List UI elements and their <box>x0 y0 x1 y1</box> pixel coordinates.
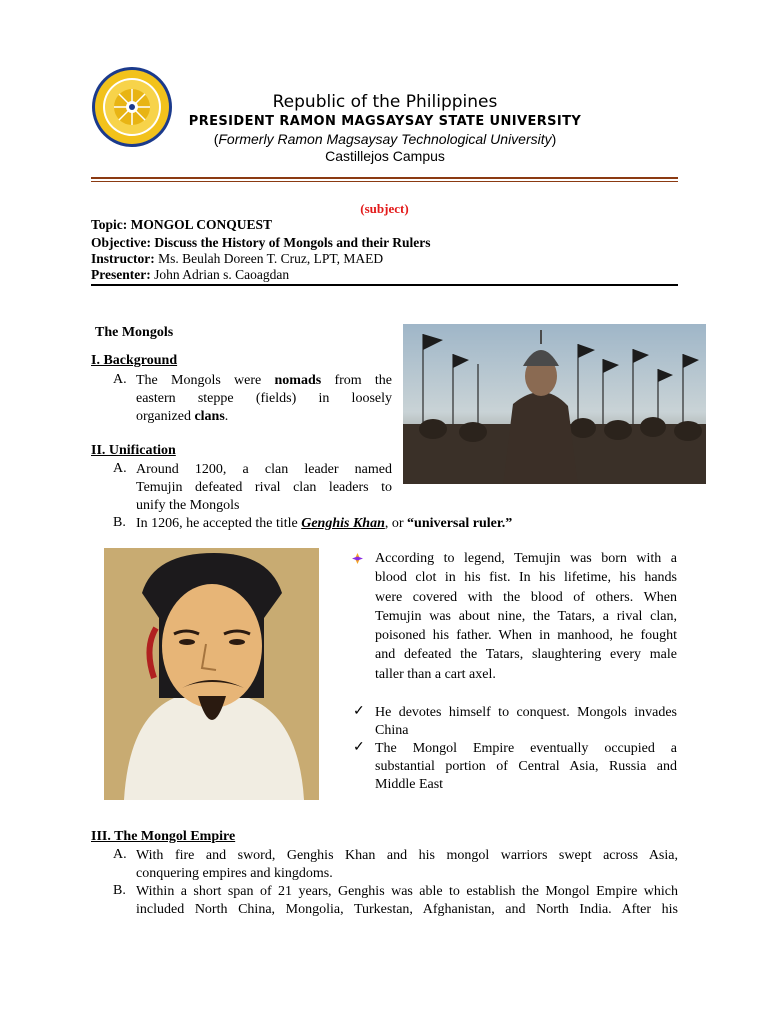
check-line: substantial portion of Central Asia, Russia and <box>375 759 677 774</box>
meta-divider <box>91 284 678 286</box>
section-title: The Mongols <box>95 325 174 340</box>
meta-topic: Topic: MONGOL CONQUEST <box>91 217 273 232</box>
check-icon: ✓ <box>353 740 365 755</box>
check-icon: ✓ <box>353 704 365 719</box>
list-marker: A. <box>113 372 127 387</box>
section-unification-heading: II. Unification <box>91 443 176 458</box>
legend-line: poisoned his father. When in manhood, he fought <box>375 628 677 644</box>
background-line: eastern steppe (fields) in loosely <box>136 391 392 406</box>
header-divider <box>91 177 678 179</box>
header-divider-thin <box>91 181 678 182</box>
empire-line: Within a short span of 21 years, Genghis was able to establish the Mongol Empire which <box>136 884 678 899</box>
check-line: China <box>375 723 409 738</box>
list-marker: A. <box>113 847 127 862</box>
check-line: Middle East <box>375 777 444 792</box>
header-campus: Castillejos Campus <box>325 148 445 164</box>
subject-label: (subject) <box>360 201 409 216</box>
legend-paragraph <box>375 550 677 685</box>
legend-line: and defeated the Tatars, slaughtering every male <box>375 647 677 663</box>
empire-line: With fire and sword, Genghis Khan and his mongol warriors swept across Asia, <box>136 848 678 863</box>
university-seal <box>91 66 173 148</box>
unification-title-line: In 1206, he accepted the title Genghis Khan, or “universal ruler.” <box>136 516 513 531</box>
check-line: He devotes himself to conquest. Mongols invades <box>375 705 677 720</box>
background-line: The Mongols were nomads from the <box>136 373 392 388</box>
meta-objective: Objective: Discuss the History of Mongols and their Rulers <box>91 235 431 250</box>
legend-line: blood clot in his fist. In his lifetime, his hands <box>375 570 677 586</box>
background-line: organized clans. <box>136 409 229 424</box>
header-former-name: (Formerly Ramon Magsaysay Technological University) <box>213 131 557 147</box>
legend-line: Temujin was about nine, the Tatars, a rival clan, <box>375 608 677 624</box>
legend-line: were covered with the blood of others. When <box>375 589 677 605</box>
meta-presenter: Presenter: John Adrian s. Caoagdan <box>91 267 290 282</box>
list-marker: B. <box>113 515 126 530</box>
genghis-khan-portrait <box>104 548 319 800</box>
list-marker: B. <box>113 883 126 898</box>
section-background-heading: I. Background <box>91 353 178 368</box>
empire-line: conquering empires and kingdoms. <box>136 866 333 881</box>
unification-line: Temujin defeated rival clan leaders to <box>136 480 392 495</box>
meta-instructor: Instructor: Ms. Beulah Doreen T. Cruz, LPT, MAED <box>91 251 384 266</box>
header-university: PRESIDENT RAMON MAGSAYSAY STATE UNIVERSITY <box>188 114 582 129</box>
diamond-bullet-icon <box>352 553 363 564</box>
section-empire-heading: III. The Mongol Empire <box>91 829 236 844</box>
list-marker: A. <box>113 461 127 476</box>
unification-line: Around 1200, a clan leader named <box>136 462 392 477</box>
empire-line: included North China, Mongolia, Turkestan, Afghanistan, and North India. After his <box>136 902 678 917</box>
unification-line: unify the Mongols <box>136 498 240 513</box>
legend-line: taller than a cart axel. <box>375 666 496 682</box>
check-line: The Mongol Empire eventually occupied a <box>375 741 677 756</box>
mongol-warriors-photo <box>403 324 706 484</box>
header-country: Republic of the Philippines <box>272 92 498 112</box>
legend-line: According to legend, Temujin was born with a <box>375 551 677 566</box>
